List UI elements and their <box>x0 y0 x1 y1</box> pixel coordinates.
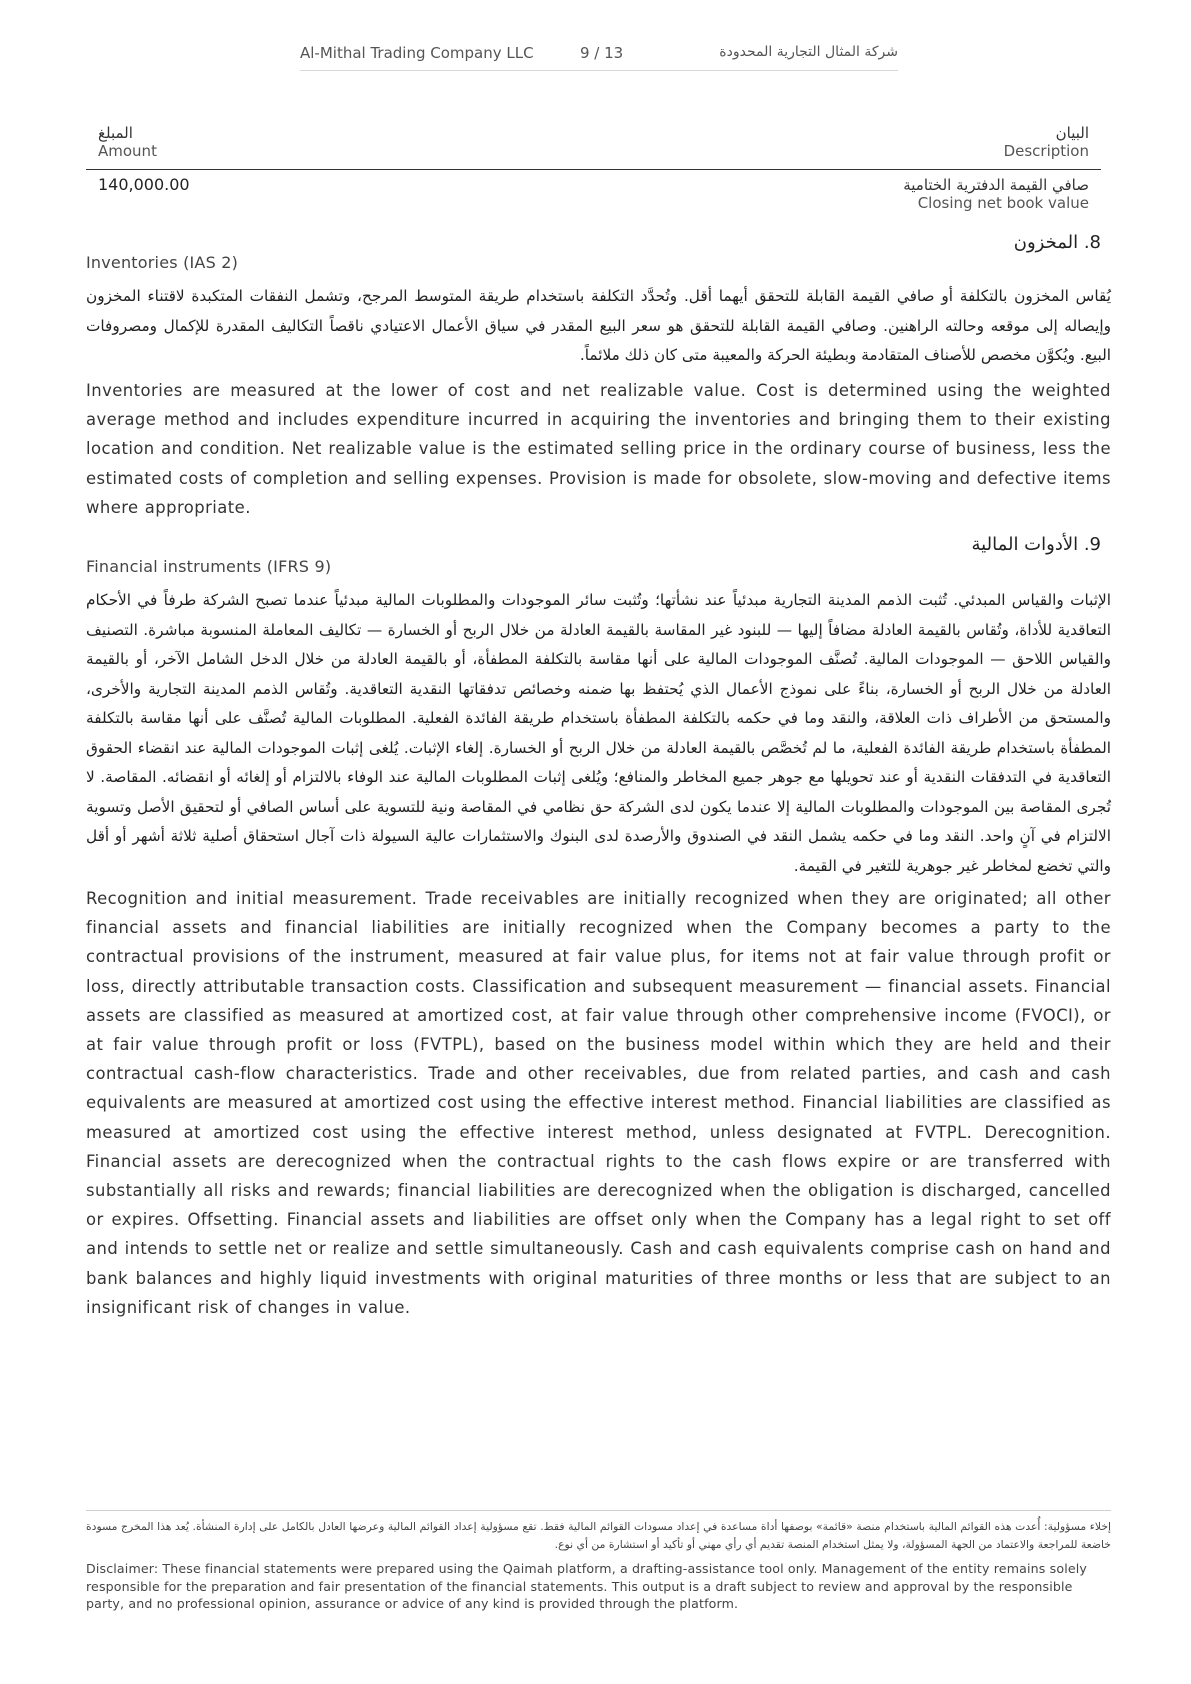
footer-divider <box>86 1510 1111 1511</box>
row-description-en: Closing net book value <box>917 194 1089 212</box>
table-header <box>86 124 1101 170</box>
section-9-body-en: Recognition and initial measurement. Trade receivables are initially recognized when they are originated; all other financial assets and financial liabilities are initially recognized when the Company becomes a party to the contractual provisions of the instrument, measured at fair value plus, for items not at fair value through profit or loss, directly attributable transaction costs. Classification and subsequent measurement — financial assets. Financial assets are classified as measured at amortized cost, at fair value through other comprehensive income (FVOCI), or at fair value through profit or loss (FVTPL), based on the business model within which they are held and their contractual cash-flow characteristics. Trade and other receivables, due from related parties, and cash and cash equivalents are measured at amortized cost using the effective interest method. Financial liabilities are classified as measured at amortized cost using the effective interest method, unless designated at FVTPL. Derecognition. Financial assets are derecognized when the contractual rights to the cash flows expire or are transferred with substantially all risks and rewards; financial liabilities are derecognized when the obligation is discharged, cancelled or expires. Offsetting. Financial assets and liabilities are offset only when the Company has a legal right to set off and intends to settle net or realize and settle simultaneously. Cash and cash equivalents comprise cash on hand and bank balances and highly liquid investments with original maturities of three months or less that are subject to an insignificant risk of changes in value. <box>86 889 1111 1317</box>
section-8-body-ar: يُقاس المخزون بالتكلفة أو صافي القيمة القابلة للتحقق أيهما أقل. وتُحدَّد التكلفة باستخدام طريقة المتوسط المرجح، وتشمل النفقات المتكبدة لاقتناء المخزون وإيصاله إلى موقعه وحالته الراهنين. وصافي القيمة القابلة للتحقق هو سعر البيع المقدر في سياق الأعمال الاعتيادي ناقصاً التكاليف المقدرة للإكمال ومصروفات البيع. ويُكوَّن مخصص للأصناف المتقادمة وبطيئة الحركة والمعيبة متى كان ذلك ملائماً. <box>86 287 1111 364</box>
company-name-en: Al-Mithal Trading Company LLC <box>300 44 534 62</box>
amount-header-en: Amount <box>98 142 157 160</box>
page-number: 9 / 13 <box>580 44 624 62</box>
section-9-title-en: Financial instruments (IFRS 9) <box>86 557 332 576</box>
section-8-title-ar: 8. المخزون <box>1013 232 1101 253</box>
disclaimer-en: Disclaimer: These financial statements were prepared using the Qaimah platform, a drafting-assistance tool only. Management of the entity remains solely responsible for the preparation and fair presentation of the financial statements. This output is a draft subject to review and approval by the responsible party, and no professional opinion, assurance or advice of any kind is provided through the platform. <box>86 1561 1087 1611</box>
row-description <box>903 176 1089 212</box>
section-8-body-en: Inventories are measured at the lower of cost and net realizable value. Cost is determined using the weighted average method and includes expenditure incurred in acquiring the inventories and bringing them to their existing location and condition. Net realizable value is the estimated selling price in the ordinary course of business, less the estimated costs of completion and selling expenses. Provision is made for obsolete, slow-moving and defective items where appropriate. <box>86 381 1111 517</box>
company-name-ar: شركة المثال التجارية المحدودة <box>719 44 898 60</box>
section-8-title-en: Inventories (IAS 2) <box>86 253 239 272</box>
nbv-table <box>86 124 1101 220</box>
amount-header-ar: المبلغ <box>98 124 133 142</box>
description-header-en: Description <box>1003 142 1089 160</box>
disclaimer-ar: إخلاء مسؤولية: أُعدت هذه القوائم المالية باستخدام منصة «قائمة» بوصفها أداة مساعدة في إعداد مسودات القوائم المالية فقط. تقع مسؤولية إعداد القوائم المالية وعرضها العادل بالكامل على إدارة المنشأة. يُعد هذا المخرج مسودة خاضعة للمراجعة والاعتماد من الجهة المسؤولة، ولا يمثل استخدام المنصة تقديم أي رأي مهني أو تأكيد أو استشارة من أي نوع. <box>86 1520 1111 1551</box>
description-column-header <box>1004 124 1089 160</box>
running-header <box>300 42 898 71</box>
section-9-body-ar: الإثبات والقياس المبدئي. تُثبت الذمم المدينة التجارية مبدئياً عند نشأتها؛ وتُثبت سائر الموجودات والمطلوبات المالية مبدئياً عندما تصبح الشركة طرفاً في الأحكام التعاقدية للأداة، وتُقاس بالقيمة العادلة مضافاً إليها — للبنود غير المقاسة بالقيمة العادلة من خلال الربح أو الخسارة — تكاليف المعاملة المنسوبة مباشرة. التصنيف والقياس اللاحق — الموجودات المالية. تُصنَّف الموجودات المالية على أنها مقاسة بالتكلفة المطفأة، أو بالقيمة العادلة من خلال الدخل الشامل الآخر، أو بالقيمة العادلة من خلال الربح أو الخسارة، بناءً على نموذج الأعمال الذي يُحتفظ بها ضمنه وخصائص تدفقاتها النقدية التعاقدية. وتُقاس الذمم المدينة التجارية والأخرى، والمستحق من الأطراف ذات العلاقة، والنقد وما في حكمه بالتكلفة المطفأة باستخدام طريقة الفائدة الفعلية. المطلوبات المالية تُصنَّف على أنها مقاسة بالتكلفة المطفأة باستخدام طريقة الفائدة الفعلية، ما لم تُخصَّص بالقيمة العادلة من خلال الربح أو الخسارة. إلغاء الإثبات. يُلغى إثبات الموجودات المالية عند انقضاء الحقوق التعاقدية في التدفقات النقدية أو عند تحويلها مع جوهر جميع المخاطر والمنافع؛ ويُلغى إثبات المطلوبات المالية عند الوفاء بالالتزام أو إلغائه أو انقضائه. المقاصة. لا تُجرى المقاصة بين الموجودات والمطلوبات المالية إلا عندما يكون لدى الشركة حق نظامي في المقاصة ونية للتسوية على أساس الصافي أو لتحقيق الأصل وتسوية الالتزام في آنٍ واحد. النقد وما في حكمه يشمل النقد في الصندوق والأرصدة لدى البنوك والاستثمارات عالية السيولة ذات آجال استحقاق أصلية ثلاثة أشهر أو أقل والتي تخضع لمخاطر غير جوهرية للتغير في القيمة. <box>86 591 1111 875</box>
row-description-ar: صافي القيمة الدفترية الختامية <box>903 176 1089 194</box>
amount-column-header <box>98 124 157 160</box>
table-row <box>86 170 1101 220</box>
description-header-ar: البيان <box>1055 124 1089 142</box>
row-amount: 140,000.00 <box>98 175 190 194</box>
section-9-title-ar: 9. الأدوات المالية <box>971 534 1101 555</box>
